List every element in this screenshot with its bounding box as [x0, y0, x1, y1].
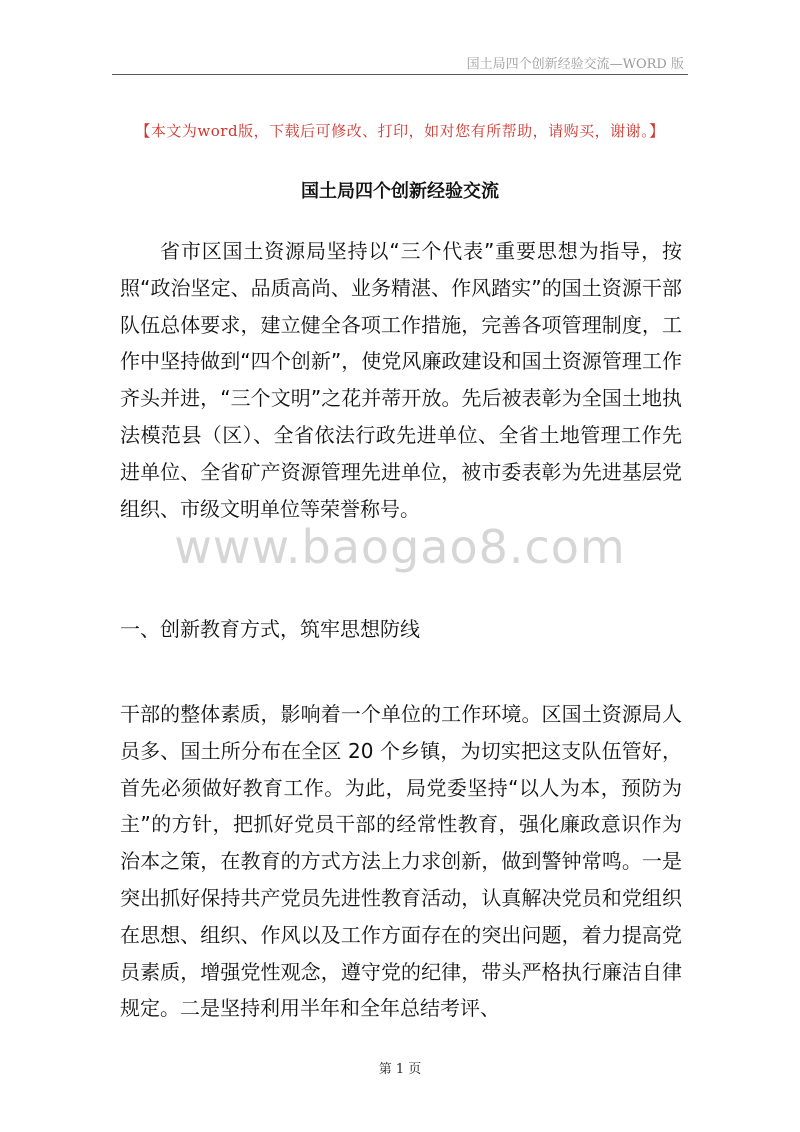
download-notice: 【本文为word版，下载后可修改、打印，如对您有所帮助，请购买，谢谢。】	[135, 122, 665, 140]
document-title: 国土局四个创新经验交流	[301, 181, 499, 202]
paragraph-section-1: 干部的整体素质，影响着一个单位的工作环境。区国土资源局人员多、国土所分布在全区 20 个乡镇，为切实把这支队伍管好，首先必须做好教育工作。为此，局党委坚持“以人为本，预防为主”的方针，把抓好党员干部的经常性教育，强化廉政意识作为治本之策，在教育的方式方法上力求创新，做到警钟常鸣。一是突出抓好保持共产党员先进性教育活动，认真解决党员和党组织在思想、组织、作风以及工作方面存在的突出问题，着力提高党员素质，增强党性观念，遵守党的纪律，带头严格执行廉洁自律规定。二是坚持利用半年和全年总结考评、	[120, 702, 682, 1021]
header-doc-title: 国土局四个创新经验交流—WORD 版	[466, 57, 684, 72]
watermark-text: www.baogao8.com	[174, 520, 626, 574]
paragraph-intro: 省市区国土资源局坚持以“三个代表”重要思想为指导，按照“政治坚定、品质高尚、业务精湛、作风踏实”的国土资源干部队伍总体要求，建立健全各项工作措施，完善各项管理制度，工作中坚持做到“四个创新”，使党风廉政建设和国土资源管理工作齐头并进，“三个文明”之花并蒂开放。先后被表彰为全国土地执法模范县（区）、全省依法行政先进单位、全省土地管理工作先进单位、全省矿产资源管理先进单位，被市委表彰为先进基层党组织、市级文明单位等荣誉称号。	[120, 239, 682, 521]
page-number: 第 1 页	[378, 1062, 422, 1077]
header-divider	[112, 74, 688, 75]
section-heading-1: 一、创新教育方式，筑牢思想防线	[120, 617, 420, 641]
